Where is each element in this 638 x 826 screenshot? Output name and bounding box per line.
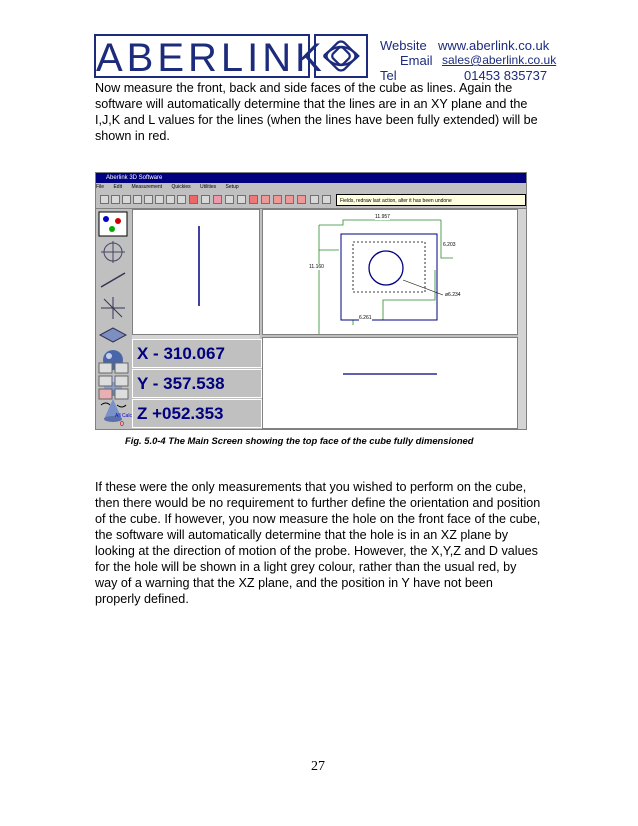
screenshot-title-bar: Aberlink 3D Software [96,173,526,183]
point-feature-icon[interactable] [98,239,128,265]
figure-caption: Fig. 5.0-4 The Main Screen showing the top face of the cube fully dimensioned [125,435,474,446]
toolbar-delete-icon[interactable] [249,195,258,204]
toolbar-grid-icon[interactable] [225,195,234,204]
screenshot-toolbar [96,192,526,209]
toolbar-info-icon[interactable] [322,195,331,204]
menu-quickies[interactable]: Quickies [171,184,191,190]
toolbar-view-icon[interactable] [237,195,246,204]
toolbar-run-icon[interactable] [189,195,198,204]
toolbar-axis-icon[interactable] [213,195,222,204]
zero-button[interactable]: 0 [120,421,124,428]
circle-feature-icon[interactable] [98,321,128,347]
toolbar-disk-icon[interactable] [144,195,153,204]
dim-bottom: 6.261 [359,315,372,321]
software-screenshot [95,172,527,430]
menu-file[interactable]: File [96,184,105,190]
website-link[interactable]: www.aberlink.co.uk [438,38,550,53]
email-link[interactable]: sales@aberlink.co.uk [442,53,557,67]
toolbar-play-icon[interactable] [177,195,186,204]
toolbar-datum-icon[interactable] [285,195,294,204]
probe-points-icon[interactable] [98,211,128,237]
screenshot-menu-bar [96,183,526,192]
menu-setup[interactable]: Setup [225,184,239,190]
page-number: 27 [311,759,325,774]
toolbar-align-icon[interactable] [297,195,306,204]
toolbar-set-icon[interactable] [273,195,282,204]
plan-view-pane[interactable] [262,209,518,335]
z-coordinate-readout: Z +052.353 [132,399,262,428]
email-label: Email [400,53,433,68]
toolbar-help-icon[interactable] [310,195,319,204]
toolbar-open-icon[interactable] [111,195,120,204]
toolbar-zoom-icon[interactable] [201,195,210,204]
toolbar-undo-icon[interactable] [155,195,164,204]
website-row [380,38,427,53]
menu-edit[interactable]: Edit [113,184,123,190]
menu-utilities[interactable]: Utilities [200,184,217,190]
y-coordinate-readout: Y - 357.538 [132,369,262,398]
dim-left: 11.160 [309,264,324,270]
toolbar-save-icon[interactable] [122,195,131,204]
dim-right: 6.203 [443,242,456,248]
dim-top: 11.957 [375,214,390,220]
side-view-pane[interactable] [132,209,260,335]
toolbar-tooltip: Fields, redraw last action, alter it has been undone [336,194,526,206]
plane-feature-icon[interactable] [98,295,128,321]
toolbar-new-icon[interactable] [100,195,109,204]
menu-measurement[interactable]: Measurement [131,184,163,190]
celtic-knot-logo-icon [314,34,368,78]
paragraph-1: Now measure the front, back and side faces of the cube as lines. Again the software will automatically determine that the lines are in an XY plane and the I,J,K and L values for the lines (when the lines have been fully extended) will be shown in red. [95,81,538,143]
tel-label: Tel [380,68,397,83]
line-feature-icon[interactable] [98,267,128,293]
toolbar-mark-icon[interactable] [261,195,270,204]
plan-view-drawing [263,210,517,334]
aberlink-logo-wordmark: ABERLINK [96,36,326,80]
front-view-pane[interactable] [262,337,518,429]
toolbar-print-icon[interactable] [133,195,142,204]
dim-diameter: ø6.234 [445,292,461,298]
all-calc-button[interactable]: All Calc [115,413,132,419]
x-coordinate-readout: X - 310.067 [132,339,262,368]
toolbar-redo-icon[interactable] [166,195,175,204]
tel-value: 01453 835737 [464,68,548,83]
paragraph-2: If these were the only measurements that you wished to perform on the cube, then there would be no requirement to further define the orientation and position of the cube. If however, you now measure the hole on the front face of the cube, the software will automatically determine that the hole is in an XZ plane by looking at the direction of motion of the probe. However, the X,Y,Z and D values for the hole will be shown in a light grey colour, rather than the usual red, by way of a warning that the XZ plane, and the position in Y have not been properly defined. [95,480,541,606]
side-view-drawing [133,210,259,334]
front-view-drawing [263,338,517,428]
vertical-scrollbar[interactable] [518,209,526,429]
website-label: Website [380,38,427,53]
